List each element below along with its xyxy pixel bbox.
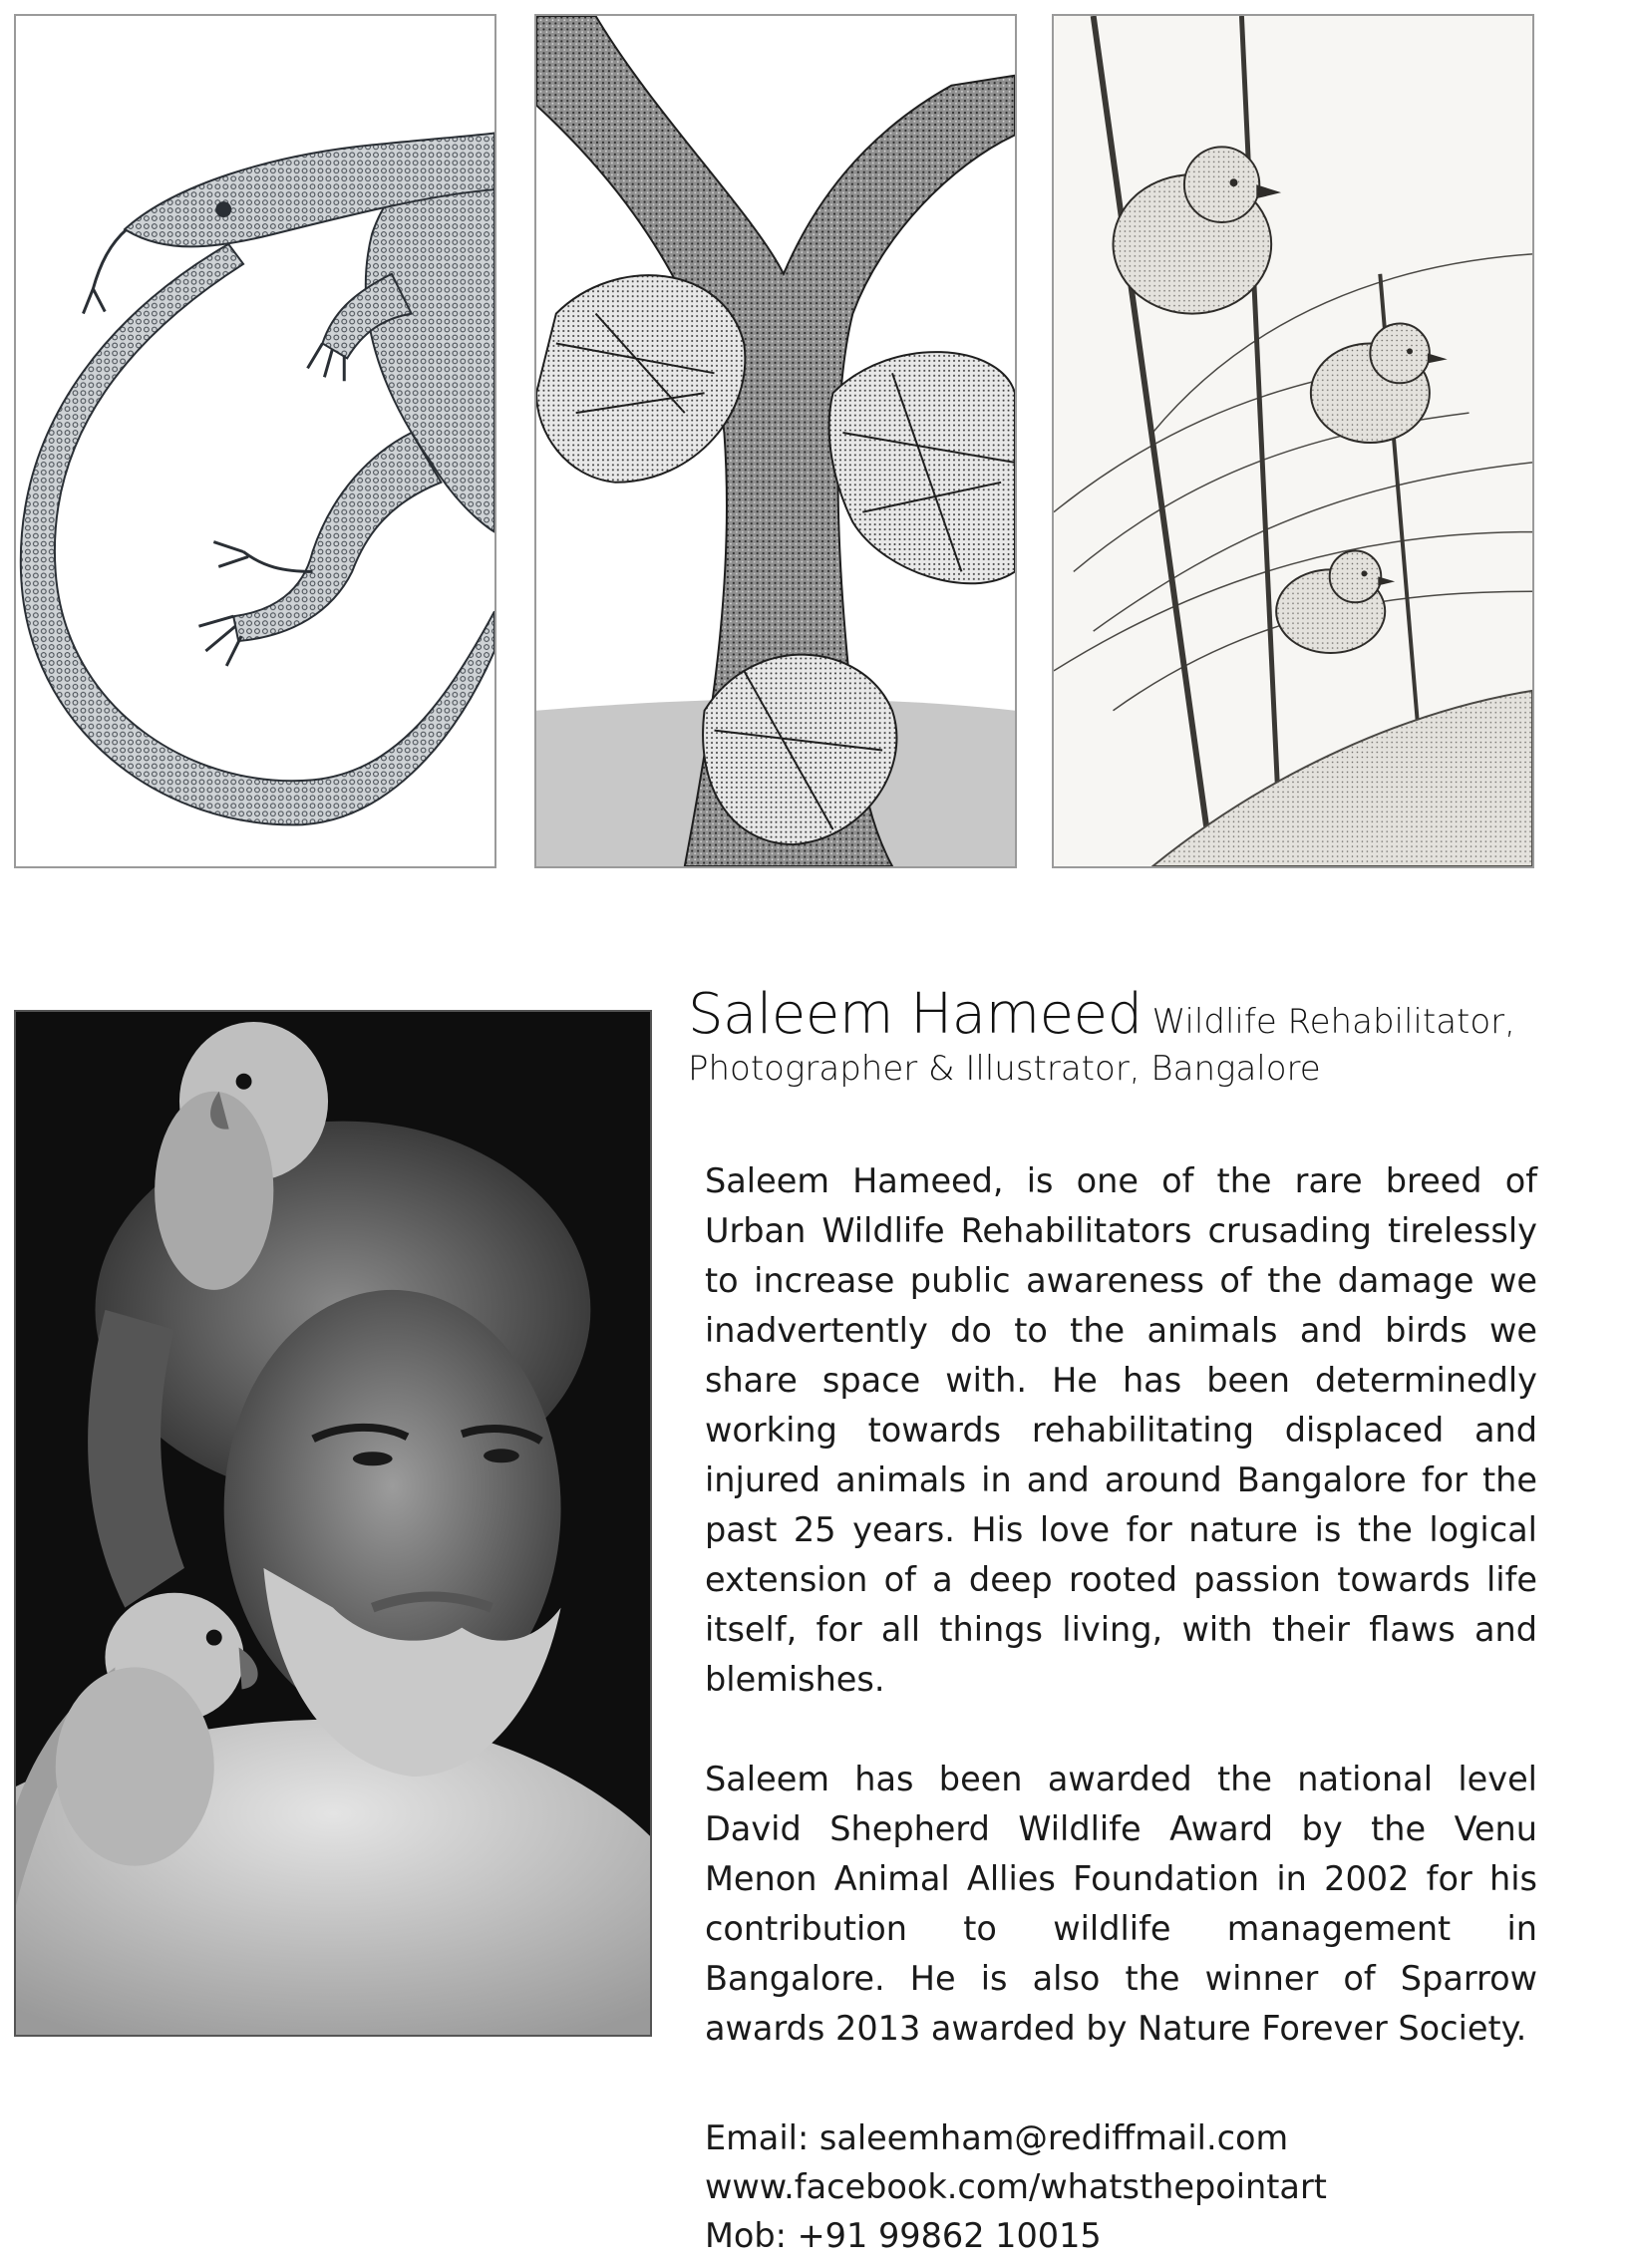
- contact-block: [705, 2113, 1562, 2260]
- lizard-drawing: [16, 16, 494, 866]
- tree-drawing: [536, 16, 1015, 866]
- role-line-2: Photographer & Illustrator, Bangalore: [688, 1049, 1321, 1089]
- tree-and-monstera-illustration: [534, 14, 1017, 868]
- monitor-lizard-illustration: [14, 14, 496, 868]
- bio-paragraph-1: Saleem Hameed, is one of the rare breed of Urban Wildlife Rehabilitators crusading tirelessly to increase public awareness of the damage we inadvertently do to the animals and birds we share space with. He has been determinedly working towards rehabilitating displaced and injured animals in and around Bangalore for the past 25 years. His love for nature is the logical extension of a deep rooted passion towards life itself, for all things living, with their flaws and blemishes.: [705, 1161, 1537, 1699]
- email-line[interactable]: Email: saleemham@rediffmail.com: [705, 2118, 1289, 2157]
- person-name: Saleem Hameed: [688, 982, 1143, 1047]
- birds-drawing: [1054, 16, 1532, 866]
- biography: [705, 1156, 1537, 2104]
- birds-in-grass-illustration: [1052, 14, 1534, 868]
- mobile-line: Mob: +91 99862 10015: [705, 2216, 1102, 2255]
- profile-header: [688, 982, 1585, 1089]
- portrait-with-parrots-photo: [14, 1010, 652, 2037]
- bio-paragraph-2: Saleem has been awarded the national level David Shepherd Wildlife Award by the Venu Menon Animal Allies Foundation in 2002 for his contribution to wildlife management in Bangalore. He is also the winner of Sparrow awards 2013 awarded by Nature Forever Society.: [705, 1760, 1537, 2048]
- role-line-1: Wildlife Rehabilitator,: [1151, 1002, 1515, 1042]
- portrait-image: [16, 1012, 650, 2035]
- facebook-link[interactable]: www.facebook.com/whatsthepointart: [705, 2167, 1327, 2206]
